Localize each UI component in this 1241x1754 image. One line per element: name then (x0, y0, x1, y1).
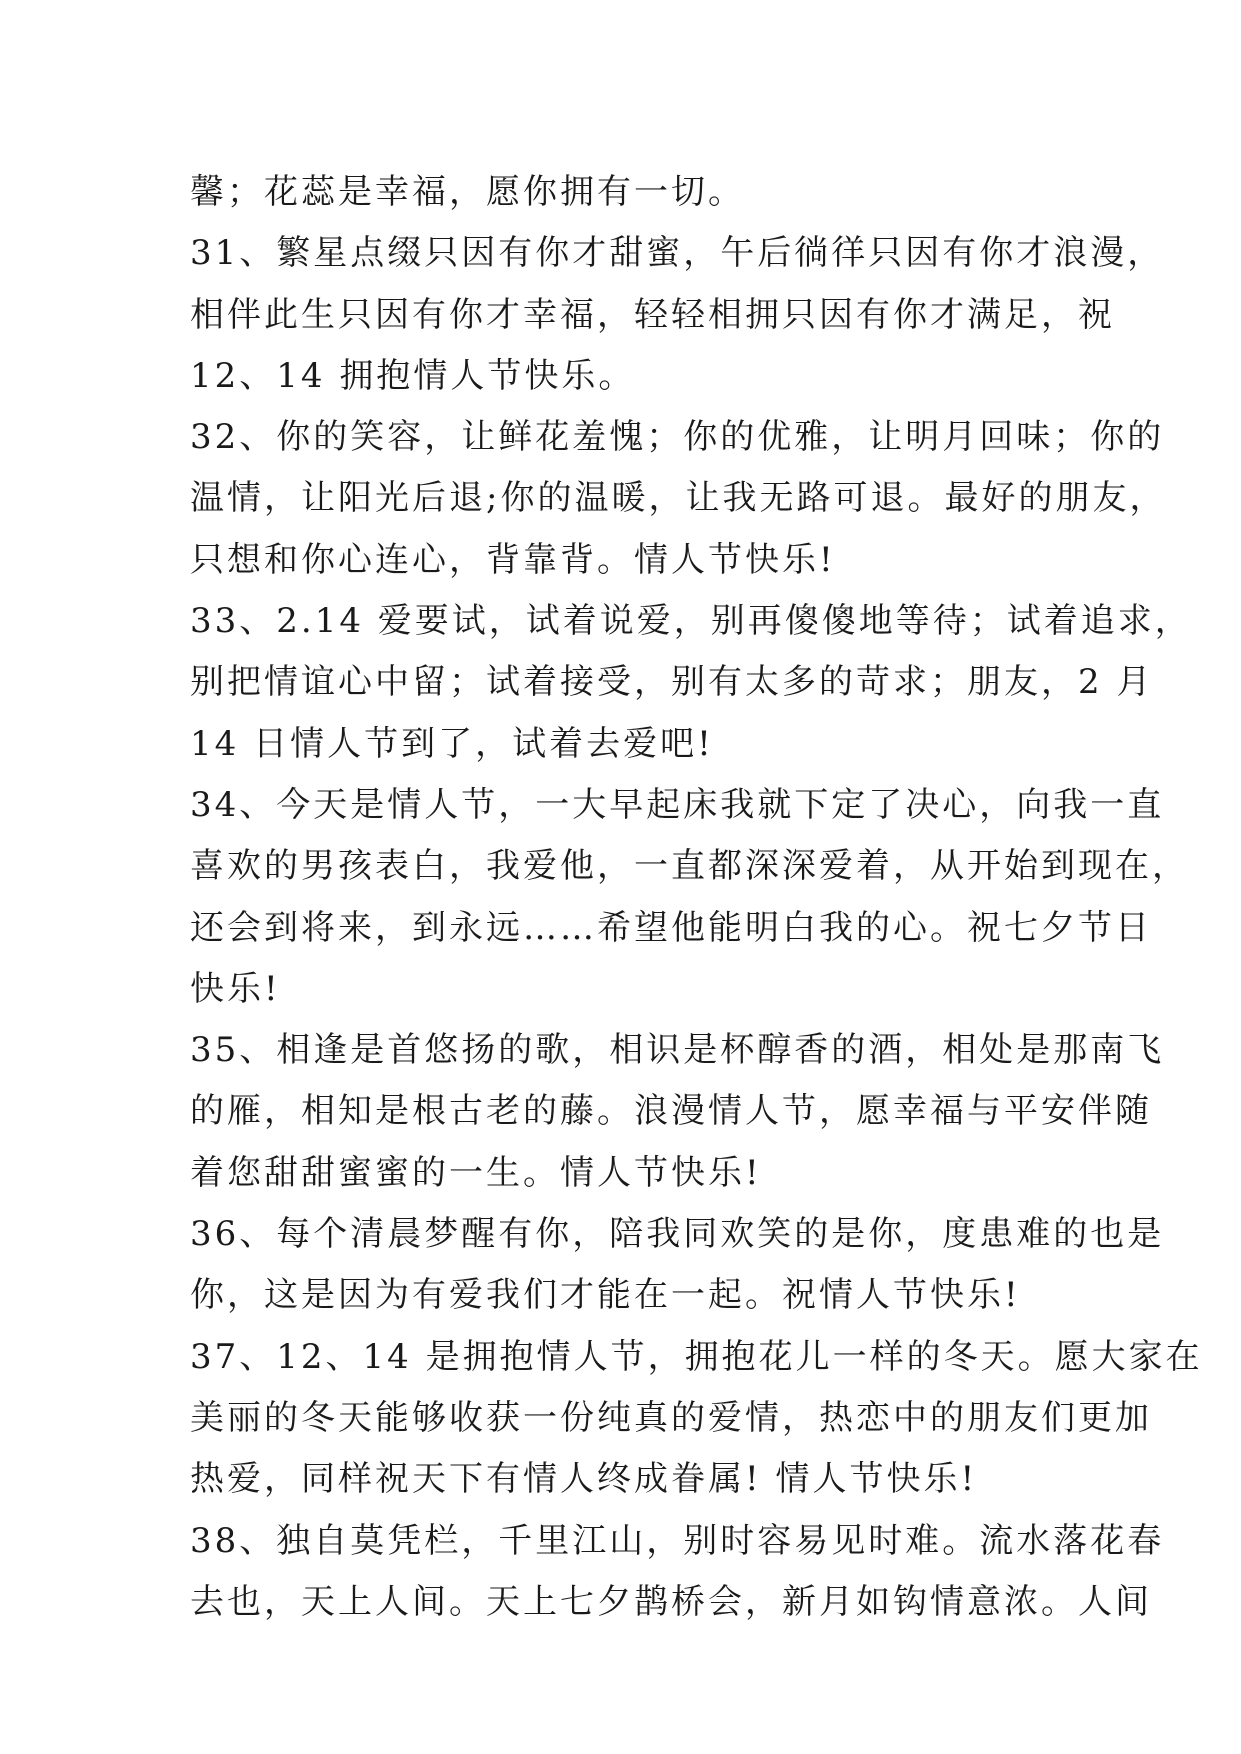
text-line: 38、独自莫凭栏，千里江山，别时容易见时难。流水落花春 (190, 1520, 1165, 1561)
text-line: 别把情谊心中留；试着接受，别有太多的苛求；朋友，2 月 (190, 662, 1154, 703)
text-line: 去也，天上人间。天上七夕鹊桥会，新月如钩情意浓。人间 (190, 1581, 1152, 1622)
text-line: 还会到将来，到永远……希望他能明白我的心。祝七夕节日 (190, 907, 1152, 948)
text-line: 只想和你心连心，背靠背。情人节快乐! (190, 539, 836, 580)
text-line: 着您甜甜蜜蜜的一生。情人节快乐! (190, 1152, 762, 1193)
text-line: 36、每个清晨梦醒有你，陪我同欢笑的是你，度患难的也是 (190, 1214, 1165, 1255)
text-line: 12、14 拥抱情人节快乐。 (190, 355, 636, 396)
text-line: 美丽的冬天能够收获一份纯真的爱情，热恋中的朋友们更加 (190, 1397, 1152, 1438)
text-line: 热爱，同样祝天下有情人终成眷属! 情人节快乐! (190, 1459, 978, 1500)
text-line: 的雁，相知是根古老的藤。浪漫情人节，愿幸福与平安伴随 (190, 1091, 1152, 1132)
text-line: 喜欢的男孩表白，我爱他，一直都深深爱着，从开始到现在， (190, 846, 1189, 887)
text-line: 快乐! (190, 968, 281, 1009)
text-line: 31、繁星点缀只因有你才甜蜜，午后徜徉只因有你才浪漫， (190, 233, 1165, 274)
text-line: 32、你的笑容，让鲜花羞愧；你的优雅，让明月回味；你的 (190, 417, 1165, 458)
text-line: 35、相逢是首悠扬的歌，相识是杯醇香的酒，相处是那南飞 (190, 1030, 1165, 1071)
body-text (190, 162, 1203, 1633)
text-line: 33、2.14 爱要试，试着说爱，别再傻傻地等待；试着追求， (190, 601, 1192, 642)
text-line: 你，这是因为有爱我们才能在一起。祝情人节快乐! (190, 1275, 1021, 1316)
text-line: 37、12、14 是拥抱情人节，拥抱花儿一样的冬天。愿大家在 (190, 1336, 1203, 1377)
text-line: 相伴此生只因有你才幸福，轻轻相拥只因有你才满足，祝 (190, 294, 1115, 335)
text-line: 14 日情人节到了，试着去爱吧! (190, 723, 714, 764)
text-line: 温情，让阳光后退;你的温暖，让我无路可退。最好的朋友， (190, 478, 1167, 519)
text-line: 34、今天是情人节，一大早起床我就下定了决心，向我一直 (190, 784, 1165, 825)
text-line: 馨；花蕊是幸福，愿你拥有一切。 (190, 172, 745, 212)
